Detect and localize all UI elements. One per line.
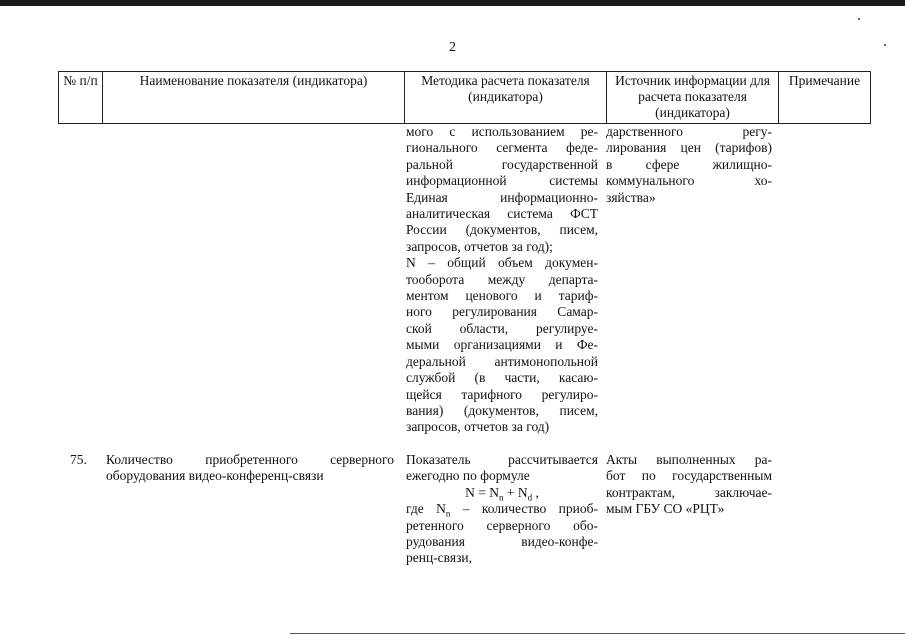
text-line: ральной государственной <box>406 156 598 172</box>
text-line: Количество приобретенного серверного <box>106 452 394 467</box>
text-line: щейся тарифного регулиро- <box>406 386 598 402</box>
table-header-row <box>59 72 871 124</box>
text-line: контрактам, заключае- <box>606 484 772 500</box>
text-line: Акты выполненных ра- <box>606 452 772 467</box>
page-number: 2 <box>449 40 456 55</box>
text-line: ментом ценового и тариф- <box>406 288 598 304</box>
text-line: дарственного регу- <box>606 124 772 139</box>
text-line: тооборота между департа- <box>406 271 598 287</box>
scan-top-edge <box>0 0 905 6</box>
header-method: Методика расчета показателя (индикатора) <box>405 72 607 124</box>
scan-speck <box>858 18 860 20</box>
row-75-name-cell <box>106 452 394 485</box>
row-75-source-cell <box>606 452 772 518</box>
text-line: N – общий объем докумен- <box>406 255 598 271</box>
text-line: запросов, отчетов за год) <box>406 419 550 435</box>
text-line: мого с использованием ре- <box>406 124 598 139</box>
text-line: оборудования видео-конференц-связи <box>106 468 324 484</box>
text-line: деральной антимонопольной <box>406 353 598 369</box>
text-line: бот по государственным <box>606 468 772 484</box>
text-line: ской области, регулируе- <box>406 320 598 336</box>
text-line: Показатель рассчитывается <box>406 452 598 467</box>
table-header <box>58 71 871 124</box>
text-line: ежегодно по формуле <box>406 468 530 484</box>
text-line: мыми организациями и Фе- <box>406 337 598 353</box>
text-line: ретенного серверного обо- <box>406 517 598 533</box>
text-line: рудования видео-конфе- <box>406 534 598 550</box>
text-line: запросов, отчетов за год); <box>406 238 553 254</box>
text-line: ного регулирования Самар- <box>406 304 598 320</box>
text-line: коммунального хо- <box>606 173 772 189</box>
row-75-method-cell <box>406 452 598 567</box>
header-name: Наименование показателя (индикатора) <box>103 72 405 124</box>
header-num: № п/п <box>59 72 103 124</box>
text-line: ренц-связи, <box>406 550 473 566</box>
text-line: информационной системы <box>406 173 598 189</box>
row-75-number: 75. <box>70 452 87 467</box>
text-line: зяйства» <box>606 189 656 205</box>
formula: $N = N_n + N_d$ , <box>465 484 539 503</box>
text-line: лирования цен (тарифов) <box>606 140 772 156</box>
text-line: службой (в части, касаю- <box>406 370 598 386</box>
continued-method-cell <box>406 124 598 436</box>
text-line: России (документов, писем, <box>406 222 598 238</box>
header-source: Источник информации для расчета показателя (индикатора) <box>607 72 779 124</box>
text-line: в сфере жилищно- <box>606 156 772 172</box>
text-line: мым ГБУ СО «РЦТ» <box>606 501 725 517</box>
text-line: гионального сегмента феде- <box>406 140 598 156</box>
header-note: Примечание <box>779 72 871 124</box>
text-line: аналитическая система ФСТ <box>406 206 598 222</box>
scan-bottom-edge <box>290 633 905 634</box>
text-line: вания) (документов, писем, <box>406 402 598 418</box>
text-line: где $N_n$ – количество приоб- <box>406 501 598 519</box>
continued-source-cell <box>606 124 772 206</box>
text-line: Единая информационно- <box>406 189 598 205</box>
